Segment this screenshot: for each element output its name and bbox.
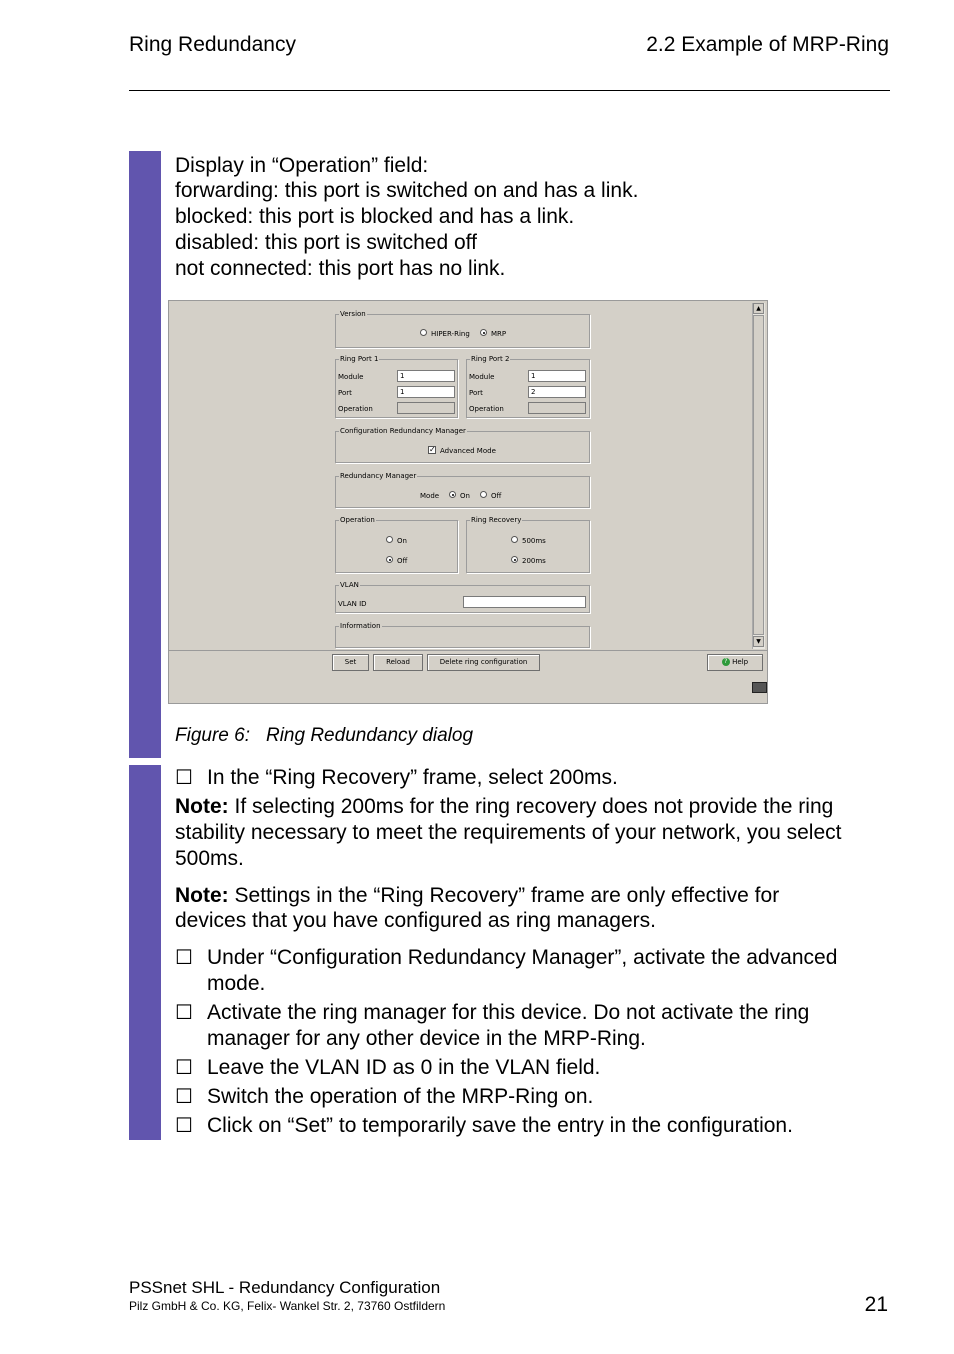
intro-line: blocked: this port is blocked and has a link. bbox=[175, 205, 575, 228]
note-1-line: 500ms. bbox=[175, 847, 244, 870]
port1-port-label: Port bbox=[338, 389, 352, 397]
connection-status-icon bbox=[752, 682, 767, 693]
operation-off-label: Off bbox=[397, 557, 408, 565]
reload-button[interactable]: Reload bbox=[373, 654, 423, 671]
note-1-line bbox=[175, 794, 833, 820]
checkbox-icon: ☐ bbox=[175, 1086, 193, 1108]
dialog-scrollbar[interactable] bbox=[752, 303, 765, 649]
advanced-mode-checkbox[interactable]: ✓ bbox=[429, 445, 436, 454]
header-rule bbox=[129, 90, 890, 91]
scroll-up-icon[interactable]: ▲ bbox=[753, 303, 764, 314]
checkbox-icon: ☐ bbox=[175, 947, 193, 969]
footer-title: PSSnet SHL - Redundancy Configuration bbox=[129, 1278, 441, 1297]
rm-mode-label: Mode bbox=[420, 492, 440, 500]
scroll-thumb[interactable] bbox=[753, 315, 764, 635]
ring-recovery-frame bbox=[466, 516, 590, 573]
checkbox-icon: ☐ bbox=[175, 1002, 193, 1024]
checkbox-icon: ☐ bbox=[175, 1115, 193, 1137]
help-button-label: Help bbox=[732, 658, 749, 666]
rm-off-radio[interactable] bbox=[480, 491, 487, 498]
running-header-left: Ring Redundancy bbox=[129, 33, 296, 56]
port1-operation-field bbox=[397, 402, 455, 414]
crm-legend: Configuration Redundancy Manager bbox=[340, 427, 466, 435]
port1-module-input[interactable]: 1 bbox=[397, 370, 455, 382]
vlan-id-input[interactable] bbox=[463, 596, 586, 608]
redundancy-manager-frame bbox=[335, 472, 590, 508]
note-2-line bbox=[175, 883, 779, 909]
instructions bbox=[0, 765, 954, 1145]
step-ring-recovery: In the “Ring Recovery” frame, select 200ms. bbox=[207, 766, 618, 789]
ring-redundancy-dialog bbox=[168, 300, 768, 704]
step-line: Under “Configuration Redundancy Manager”, activate the advanced bbox=[207, 946, 838, 969]
information-legend: Information bbox=[340, 622, 381, 630]
intro-line: not connected: this port has no link. bbox=[175, 257, 506, 280]
mrp-label: MRP bbox=[491, 330, 507, 338]
recovery-500ms-label: 500ms bbox=[522, 537, 546, 545]
delete-ring-configuration-button[interactable]: Delete ring configuration bbox=[427, 654, 540, 671]
rm-off-label: Off bbox=[491, 492, 502, 500]
operation-legend: Operation bbox=[340, 516, 375, 524]
ring-recovery-legend: Ring Recovery bbox=[471, 516, 522, 524]
checkbox-icon: ☐ bbox=[175, 767, 193, 789]
rm-on-label: On bbox=[460, 492, 470, 500]
version-legend: Version bbox=[340, 310, 366, 318]
intro-line: disabled: this port is switched off bbox=[175, 231, 477, 254]
vlan-id-label: VLAN ID bbox=[338, 600, 367, 608]
help-button[interactable] bbox=[707, 654, 763, 671]
port2-module-label: Module bbox=[469, 373, 495, 381]
section-bar-top bbox=[129, 151, 161, 758]
port2-module-input[interactable]: 1 bbox=[528, 370, 586, 382]
recovery-200ms-label: 200ms bbox=[522, 557, 546, 565]
rm-legend: Redundancy Manager bbox=[340, 472, 417, 480]
step-line: manager for any other device in the MRP-Ring. bbox=[207, 1027, 646, 1050]
step-line: Switch the operation of the MRP-Ring on. bbox=[207, 1085, 594, 1108]
note-label: Note: bbox=[175, 795, 229, 818]
information-frame bbox=[335, 622, 590, 648]
recovery-500ms-radio[interactable] bbox=[511, 536, 518, 543]
hiper-ring-label: HIPER-Ring bbox=[431, 330, 470, 338]
port1-port-input[interactable]: 1 bbox=[397, 386, 455, 398]
port2-operation-label: Operation bbox=[469, 405, 504, 413]
help-icon: ? bbox=[722, 658, 730, 666]
note-2-text: Settings in the “Ring Recovery” frame are only effective for bbox=[228, 884, 780, 907]
page-number: 21 bbox=[864, 1293, 888, 1316]
footer-address: Pilz GmbH & Co. KG, Felix- Wankel Str. 2, 73760 Ostfildern bbox=[129, 1299, 446, 1313]
figure-number: Figure 6: bbox=[175, 725, 250, 746]
version-frame bbox=[335, 310, 590, 348]
vlan-legend: VLAN bbox=[340, 581, 359, 589]
ring-port-2-legend: Ring Port 2 bbox=[471, 355, 510, 363]
note-1-text: If selecting 200ms for the ring recovery does not provide the ring bbox=[228, 795, 834, 818]
operation-frame bbox=[335, 516, 458, 573]
button-bar-divider bbox=[169, 650, 767, 651]
scroll-down-icon[interactable]: ▼ bbox=[753, 636, 764, 647]
figure-title: Ring Redundancy dialog bbox=[265, 725, 474, 746]
intro-line: Display in “Operation” field: bbox=[175, 154, 429, 177]
step-line: Activate the ring manager for this device. Do not activate the ring bbox=[207, 1001, 810, 1024]
operation-off-radio[interactable] bbox=[386, 556, 393, 563]
operation-on-radio[interactable] bbox=[386, 536, 393, 543]
mrp-radio[interactable] bbox=[480, 329, 487, 336]
advanced-mode-label: Advanced Mode bbox=[440, 447, 496, 455]
ring-port-1-legend: Ring Port 1 bbox=[340, 355, 379, 363]
port1-operation-label: Operation bbox=[338, 405, 373, 413]
step-line: Click on “Set” to temporarily save the entry in the configuration. bbox=[207, 1114, 793, 1137]
vlan-frame bbox=[335, 581, 590, 613]
figure-caption bbox=[175, 725, 473, 747]
port2-port-input[interactable]: 2 bbox=[528, 386, 586, 398]
checkbox-icon: ☐ bbox=[175, 1057, 193, 1079]
note-label: Note: bbox=[175, 884, 229, 907]
note-1-line: stability necessary to meet the requirements of your network, you select bbox=[175, 821, 842, 844]
step-line: Leave the VLAN ID as 0 in the VLAN field. bbox=[207, 1056, 601, 1079]
rm-on-radio[interactable] bbox=[449, 491, 456, 498]
step-line: mode. bbox=[207, 972, 266, 995]
port2-port-label: Port bbox=[469, 389, 483, 397]
ring-port-2-frame bbox=[466, 355, 590, 418]
note-2-line: devices that you have configured as ring managers. bbox=[175, 909, 656, 932]
port2-operation-field bbox=[528, 402, 586, 414]
ring-port-1-frame bbox=[335, 355, 458, 418]
recovery-200ms-radio[interactable] bbox=[511, 556, 518, 563]
operation-on-label: On bbox=[397, 537, 407, 545]
set-button[interactable]: Set bbox=[332, 654, 369, 671]
running-header-right: 2.2 Example of MRP-Ring bbox=[646, 33, 889, 56]
config-redundancy-manager-frame bbox=[335, 427, 590, 463]
port1-module-label: Module bbox=[338, 373, 364, 381]
hiper-ring-radio[interactable] bbox=[420, 329, 427, 336]
intro-line: forwarding: this port is switched on and has a link. bbox=[175, 179, 639, 202]
